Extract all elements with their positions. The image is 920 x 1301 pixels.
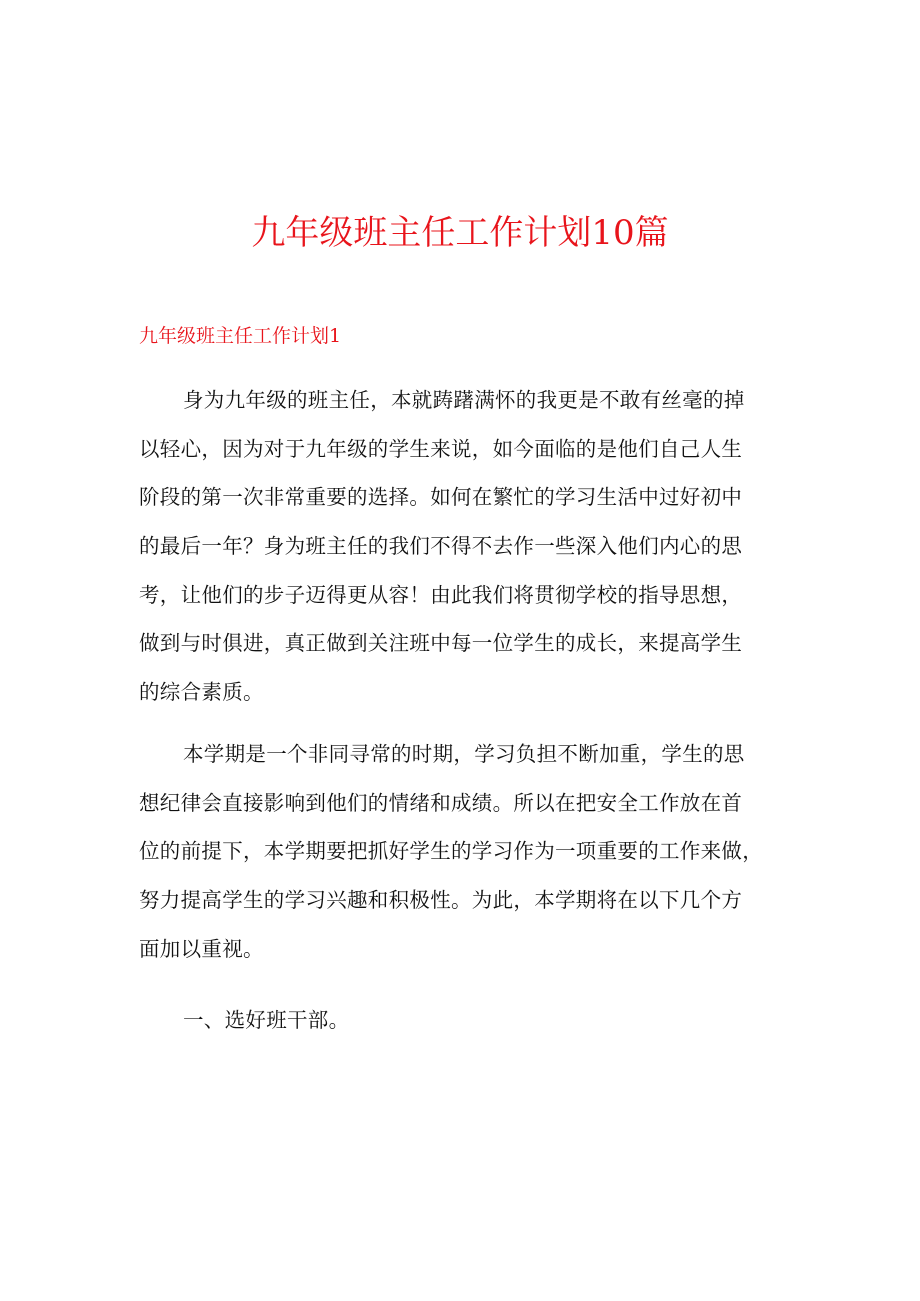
text-line: 阶段的第一次非常重要的选择。如何在繁忙的学习生活中过好初中 bbox=[139, 485, 743, 510]
paragraph bbox=[139, 376, 779, 717]
document-title: 九年级班主任工作计划10篇 bbox=[251, 213, 669, 253]
text-line: 做到与时俱进，真正做到关注班中每一位学生的成长，来提高学生 bbox=[139, 631, 743, 656]
text-line: 面加以重视。 bbox=[139, 936, 264, 961]
section-title: 九年级班主任工作计划1 bbox=[139, 325, 342, 347]
text-line: 的综合素质。 bbox=[139, 680, 264, 705]
paragraph bbox=[139, 730, 779, 973]
text-line: 的最后一年？身为班主任的我们不得不去作一些深入他们内心的思 bbox=[139, 534, 743, 559]
text-line: 考，让他们的步子迈得更从容！由此我们将贯彻学校的指导思想， bbox=[139, 582, 743, 607]
text-line: 努力提高学生的学习兴趣和积极性。为此，本学期将在以下几个方 bbox=[139, 888, 743, 913]
text-line: 身为九年级的班主任，本就踌躇满怀的我更是不敢有丝毫的掉 bbox=[183, 388, 745, 412]
text-line: 一、选好班干部。 bbox=[183, 1008, 350, 1032]
text-line: 以轻心，因为对于九年级的学生来说，如今面临的是他们自己人生 bbox=[139, 436, 743, 461]
section-heading bbox=[139, 996, 779, 1045]
text-line: 位的前提下，本学期要把抓好学生的学习作为一项重要的工作来做， bbox=[139, 839, 763, 864]
text-line: 想纪律会直接影响到他们的情绪和成绩。所以在把安全工作放在首 bbox=[139, 790, 743, 815]
text-line: 本学期是一个非同寻常的时期，学习负担不断加重，学生的思 bbox=[183, 742, 745, 766]
